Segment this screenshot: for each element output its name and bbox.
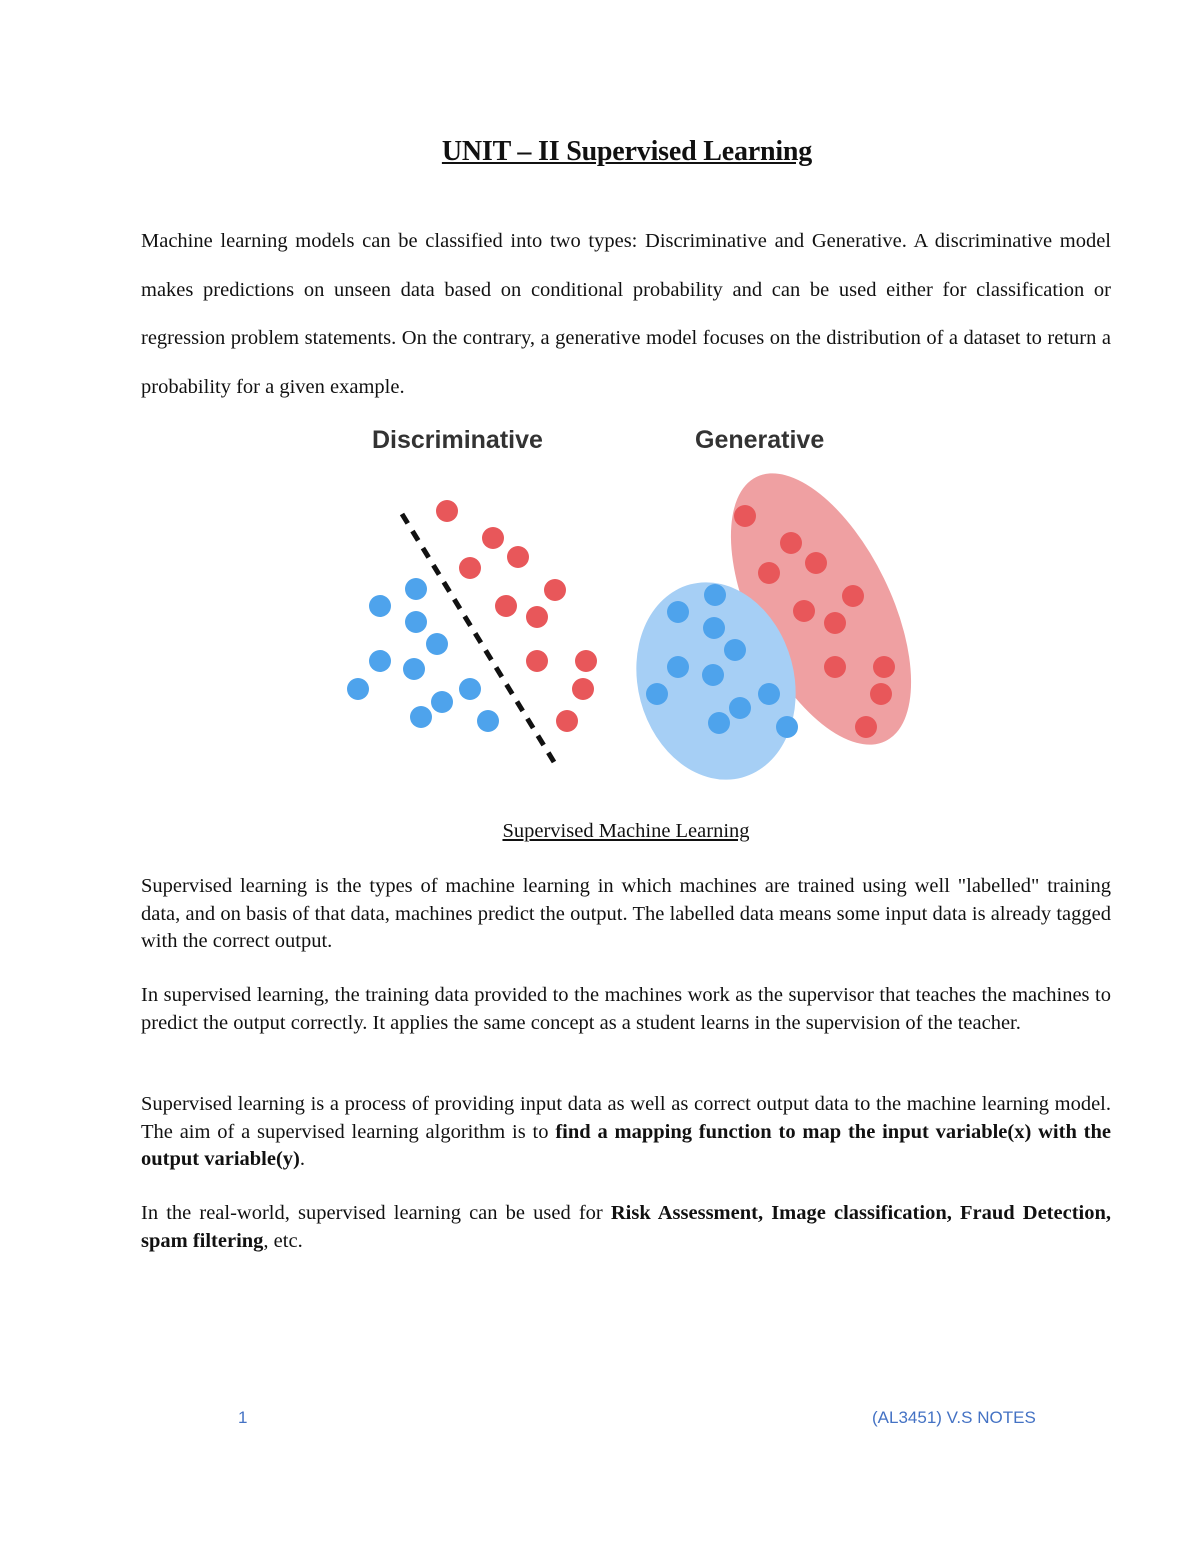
- bold-text-run: Risk Assessment, Image classification, Fraud Detection, spam filtering: [141, 1202, 1111, 1252]
- blue-point: [477, 710, 499, 732]
- blue-point: [646, 683, 668, 705]
- blue-point: [776, 716, 798, 738]
- red-point: [734, 505, 756, 527]
- red-point: [482, 527, 504, 549]
- red-point: [436, 500, 458, 522]
- page-number: 1: [238, 1408, 248, 1427]
- red-point: [575, 650, 597, 672]
- red-point: [824, 612, 846, 634]
- blue-point: [405, 611, 427, 633]
- red-point: [870, 683, 892, 705]
- section-caption: Supervised Machine Learning: [502, 820, 750, 842]
- blue-point: [667, 601, 689, 623]
- blue-point: [703, 617, 725, 639]
- red-point: [526, 606, 548, 628]
- blue-point: [459, 678, 481, 700]
- blue-point: [704, 584, 726, 606]
- red-point: [507, 546, 529, 568]
- red-point: [780, 532, 802, 554]
- blue-point: [403, 658, 425, 680]
- red-point: [855, 716, 877, 738]
- text-run: .: [299, 1148, 305, 1170]
- paragraph-applications: [141, 1200, 1111, 1255]
- red-point: [572, 678, 594, 700]
- red-point: [544, 579, 566, 601]
- text-run: , etc.: [263, 1229, 303, 1252]
- intro-paragraph: Machine learning models can be classified into two types: Discriminative and Generative. A discriminative model makes predictions on unseen data based on conditional probability and can be used either for classification or regression problem statements. On the contrary, a generative model focuses on the distribution of a dataset to return a probability for a given example.: [141, 230, 1111, 398]
- paragraph-supervised-definition: Supervised learning is the types of machine learning in which machines are trained using well "labelled" training data, and on basis of that data, machines predict the output. The labelled data means some input data is already tagged with the correct output.: [141, 875, 1111, 952]
- red-point: [873, 656, 895, 678]
- red-point: [805, 552, 827, 574]
- discriminative-points: [347, 500, 597, 732]
- red-point: [758, 562, 780, 584]
- blue-point: [667, 656, 689, 678]
- bold-text-run: find a mapping function to map the input variable(x) with the output variable(y): [141, 1120, 1111, 1170]
- paragraph-mapping-function: [141, 1091, 1111, 1174]
- blue-point: [431, 691, 453, 713]
- course-code-footer: (AL3451) V.S NOTES: [872, 1408, 1036, 1427]
- blue-point: [708, 712, 730, 734]
- paragraph-supervisor-analogy: In supervised learning, the training data provided to the machines work as the supervisor that teaches the machines to predict the output correctly. It applies the same concept as a student learns in the supervision of the teacher.: [141, 984, 1111, 1034]
- blue-point: [729, 697, 751, 719]
- discriminative-label: Discriminative: [372, 426, 543, 454]
- red-point: [459, 557, 481, 579]
- red-point: [824, 656, 846, 678]
- blue-point: [369, 595, 391, 617]
- text-run: Supervised learning is a process of providing input data as well as correct output data to the machine learning model. The aim of a supervised learning algorithm is to: [141, 1093, 1111, 1143]
- red-point: [842, 585, 864, 607]
- blue-point: [758, 683, 780, 705]
- blue-point: [405, 578, 427, 600]
- red-point: [556, 710, 578, 732]
- generative-label: Generative: [695, 426, 825, 454]
- blue-point: [702, 664, 724, 686]
- page-title: UNIT – II Supervised Learning: [441, 136, 813, 167]
- discriminative-vs-generative-figure: [330, 415, 930, 795]
- blue-point: [724, 639, 746, 661]
- text-run: In the real-world, supervised learning can be used for: [141, 1202, 611, 1224]
- blue-point: [426, 633, 448, 655]
- blue-point: [347, 678, 369, 700]
- red-point: [526, 650, 548, 672]
- red-point: [495, 595, 517, 617]
- red-point: [793, 600, 815, 622]
- blue-point: [410, 706, 432, 728]
- blue-point: [369, 650, 391, 672]
